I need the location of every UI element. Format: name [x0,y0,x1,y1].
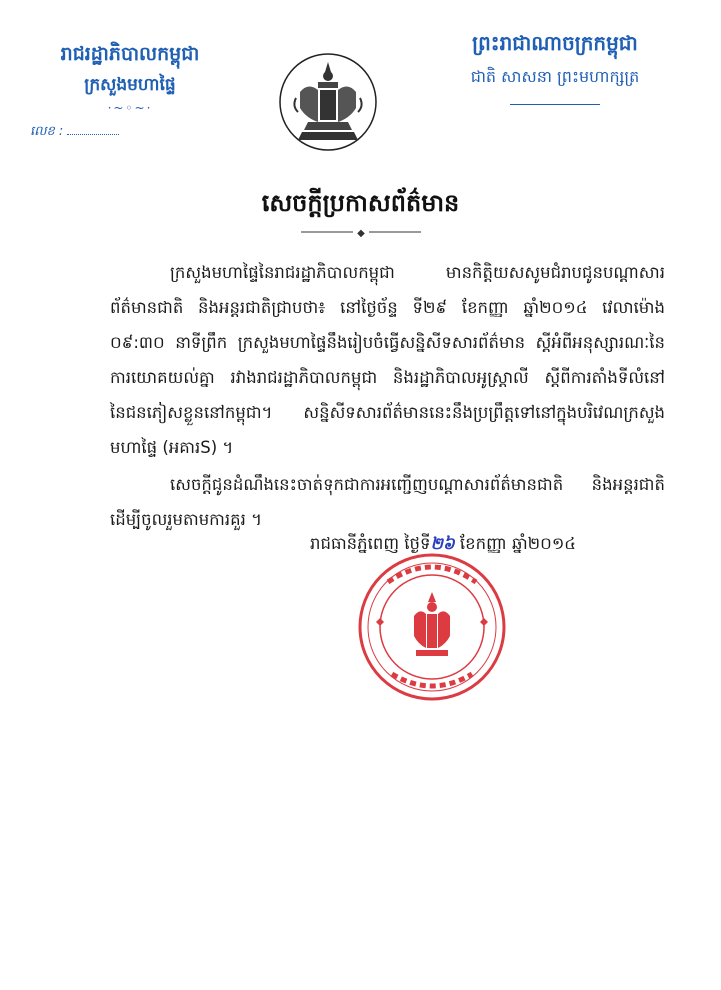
government-name: រាជរដ្ឋាភិបាលកម្ពុជា [60,43,200,65]
national-motto: ជាតិ សាសនា ព្រះមហាក្សត្រ [470,67,640,86]
kingdom-name: ព្រះរាជាណាចក្រកម្ពុជា [472,31,638,55]
ministry-header [30,42,230,115]
ministry-name: ក្រសួងមហាផ្ទៃ [84,75,176,95]
announcement-paragraph-2: សេចក្តីជូនដំណឹងនេះចាត់ទុកជាការអញ្ជើញបណ្តាសារព័ត៌មានជាតិ និងអន្តរជាតិ ដើម្បីចូលរួមតាមការគួរ ។ [110,475,665,529]
document-title: សេចក្តីប្រកាសព័ត៌មាន [261,189,460,217]
handwritten-day: ២៦ [430,534,455,553]
header-ornament: ·~◦~· [107,101,153,115]
date-month-year: ខែកញ្ញា ឆ្នាំ២០១៤ [454,534,576,553]
reference-blank [67,124,119,135]
title-ornament-line [301,227,421,237]
reference-number [30,123,119,142]
date-place-label: រាជធានីភ្នំពេញ ថ្ងៃទី [310,534,431,553]
coat-of-arms-emblem [278,52,378,152]
kingdom-header [440,30,670,105]
title-ornament-glyph: ◆ [356,228,365,237]
reference-label: លេខ : [30,124,64,139]
announcement-body [110,255,665,537]
announcement-paragraph-1: ក្រសួងមហាផ្ទៃនៃរាជរដ្ឋាភិបាលកម្ពុជា មានកិត្តិយសសូមជំរាបជូនបណ្តាសារព័ត៌មានជាតិ និងអន្តរជាតិជ្រាបថា៖ នៅថ្ងៃច័ន្ទ ទី២៩ ខែកញ្ញា ឆ្នាំ២០១៤ វេលាម៉ោង ០៩:៣០ នាទីព្រឹក ក្រសួងមហាផ្ទៃនឹងរៀបចំធ្វើសន្និសីទសារព័ត៌មាន ស្តីអំពីអនុស្សារណៈនៃការយោគយល់គ្នា រវាងរាជរដ្ឋាភិបាលកម្ពុជា និងរដ្ឋាភិបាលអូស្រ្តាលី ស្តីពីការតាំងទីលំនៅនៃជនភៀសខ្លួននៅកម្ពុជា។ សន្និសីទសារព័ត៌មាននេះនឹងប្រព្រឹត្តទៅនៅក្នុងបរិវេណក្រសួងមហាផ្ទៃ (អគារS) ។ [110,263,665,457]
official-seal-stamp [348,552,516,702]
motto-underline [510,104,600,105]
title-ornament [0,222,721,241]
